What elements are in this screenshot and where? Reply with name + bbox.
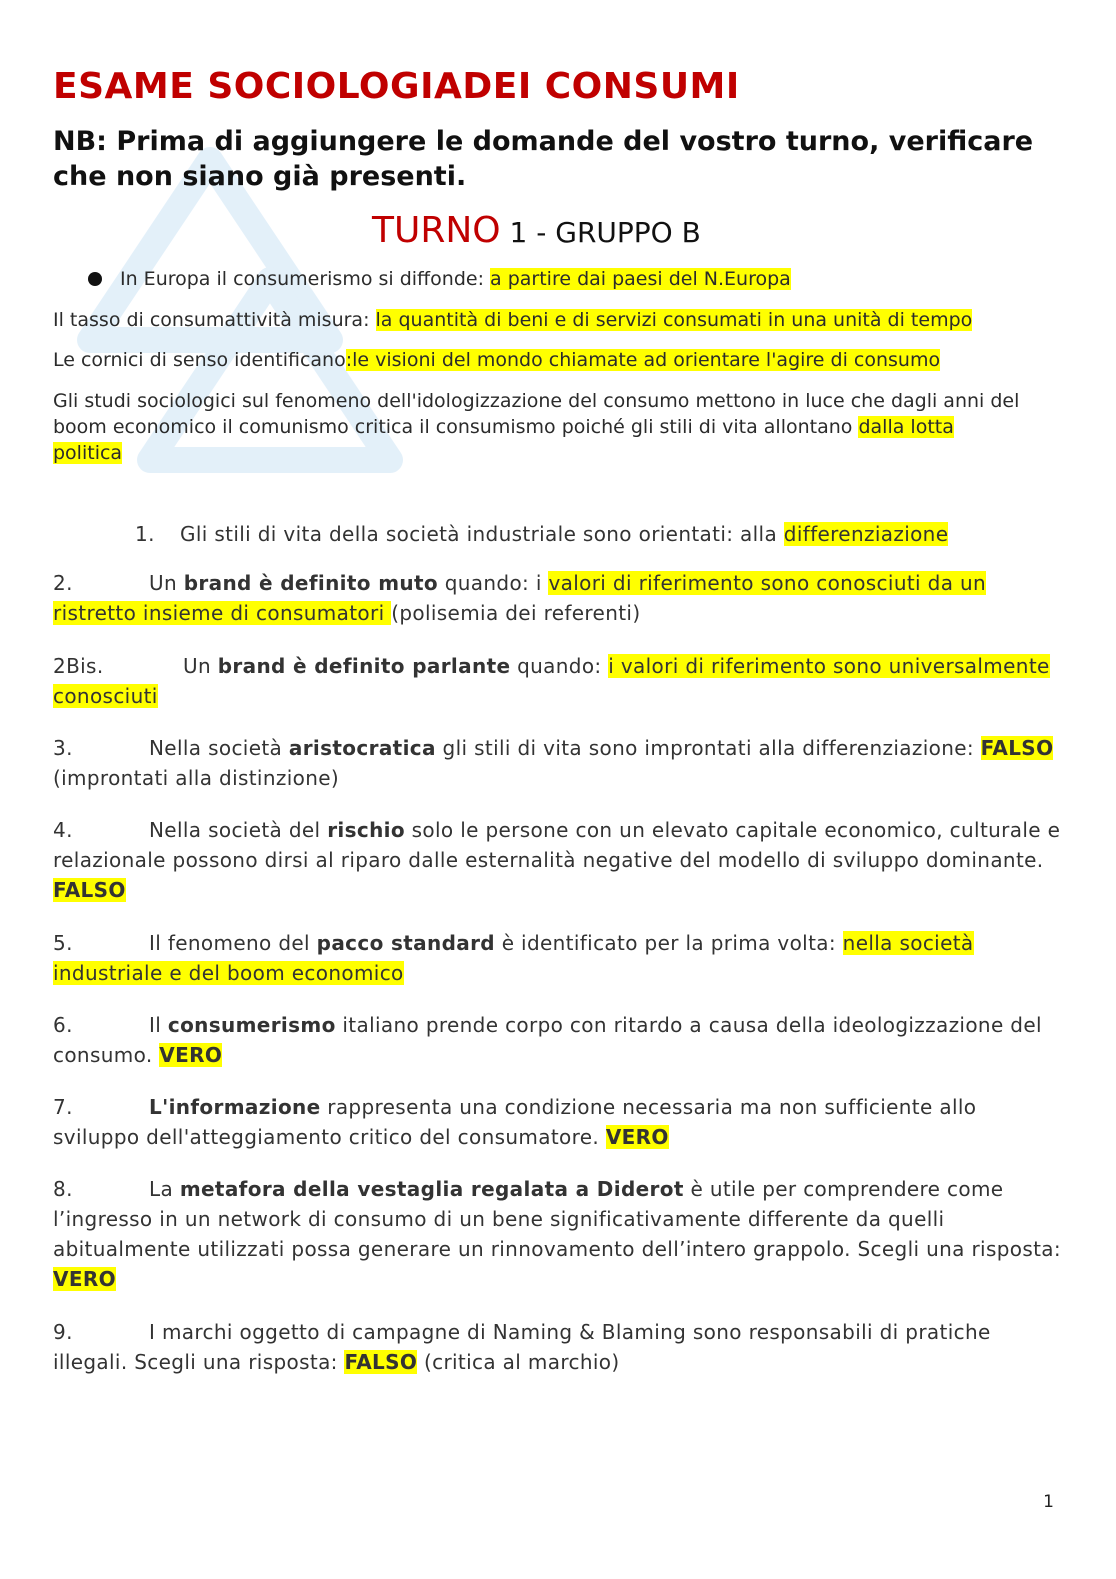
question-text: gli stili di vita sono improntati alla differenziazione: <box>435 736 981 760</box>
question-keyword: metafora della vestaglia regalata a Diderot <box>179 1177 684 1201</box>
question-item <box>53 1092 1063 1152</box>
question-text: è identificato per la prima volta: <box>494 931 843 955</box>
question-keyword: pacco standard <box>316 931 495 955</box>
intro-question: In Europa il consumerismo si diffonde: <box>120 268 491 290</box>
question-text: quando: <box>510 654 609 678</box>
question-note: (improntati alla distinzione) <box>53 766 340 790</box>
question-answer: valori di riferimento sono conosciuti da un ristretto insieme di consumatori <box>53 571 987 625</box>
question-item <box>53 1010 1063 1070</box>
question-answer: differenziazione <box>783 522 949 546</box>
turno-group: 1 - GRUPPO B <box>500 216 701 249</box>
question-text: italiano prende corpo con ritardo a causa della ideologizzazione del consumo. <box>53 1013 1042 1067</box>
intro-bullet-item <box>88 266 791 292</box>
question-keyword: rischio <box>327 818 405 842</box>
intro-item <box>53 307 972 333</box>
question-answer: FALSO <box>53 878 126 902</box>
question-text: La <box>149 1177 180 1201</box>
question-text: Nella società del <box>149 818 328 842</box>
question-number: 2. <box>53 571 73 595</box>
question-text: solo le persone con un elevato capitale economico, culturale e relazionale possono dirsi al riparo dalle esternalità negative del modello di sviluppo dominante. <box>53 818 1061 872</box>
question-answer: FALSO <box>980 736 1054 760</box>
question-number: 1. <box>135 522 155 546</box>
question-number: 6. <box>53 1013 73 1037</box>
intro-item <box>53 388 1023 466</box>
question-answer: FALSO <box>344 1350 418 1374</box>
question-keyword: brand è definito parlante <box>217 654 511 678</box>
question-keyword: L'informazione <box>149 1095 321 1119</box>
question-answer: VERO <box>53 1267 116 1291</box>
question-text: I marchi oggetto di campagne di Naming & Blaming sono responsabili di pratiche illegali. Scegli una risposta: <box>53 1320 991 1374</box>
question-number: 4. <box>53 818 73 842</box>
question-item <box>53 928 1063 988</box>
bullet-icon <box>88 272 102 286</box>
intro-answer: la quantità di beni e di servizi consumati in una unità di tempo <box>375 309 973 331</box>
turno-word: TURNO <box>372 210 501 251</box>
question-number: 9. <box>53 1320 73 1344</box>
question-number: 7. <box>53 1095 73 1119</box>
question-keyword: aristocratica <box>288 736 436 760</box>
question-text: Un <box>183 654 218 678</box>
question-text: quando: i <box>437 571 549 595</box>
question-note: (polisemia dei referenti) <box>391 601 641 625</box>
question-keyword: brand è definito muto <box>183 571 438 595</box>
question-answer: nella società industriale e del boom economico <box>53 931 974 985</box>
intro-question: Le cornici di senso identificano <box>53 349 346 371</box>
question-item <box>53 651 1063 711</box>
watermark-logo-icon <box>30 40 450 560</box>
nb-note: NB: Prima di aggiungere le domande del vostro turno, verificare che non siano già presenti. <box>53 126 1034 192</box>
section-heading <box>372 210 701 251</box>
intro-answer: :le visioni del mondo chiamate ad orientare l'agire di consumo <box>345 349 941 371</box>
intro-answer: dalla lotta politica <box>53 416 954 464</box>
question-number: 8. <box>53 1177 73 1201</box>
question-item <box>53 733 1063 793</box>
question-answer: VERO <box>605 1125 669 1149</box>
question-note: (critica al marchio) <box>417 1350 620 1374</box>
question-item <box>53 1317 1063 1377</box>
question-item <box>135 519 1065 549</box>
question-item <box>53 568 1063 628</box>
intro-question: Gli studi sociologici sul fenomeno dell'idologizzazione del consumo mettono in luce che dagli anni del boom economico il comunismo critica il consumismo poiché gli stili di vita allontano <box>53 390 1020 438</box>
intro-item <box>53 347 940 373</box>
question-number: 2Bis. <box>53 654 104 678</box>
intro-question: Il tasso di consumattività misura: <box>53 309 376 331</box>
question-text: Gli stili di vita della società industriale sono orientati: alla <box>180 522 784 546</box>
question-answer: i valori di riferimento sono universalmente conosciuti <box>53 654 1050 708</box>
question-number: 5. <box>53 931 73 955</box>
question-number: 3. <box>53 736 73 760</box>
page-number: 1 <box>1043 1492 1054 1512</box>
question-text: rappresenta una condizione necessaria ma non sufficiente allo sviluppo dell'atteggiamento critico del consumatore. <box>53 1095 977 1149</box>
question-item <box>53 815 1063 905</box>
question-text: Un <box>149 571 184 595</box>
question-answer: VERO <box>159 1043 223 1067</box>
question-text: Il fenomeno del <box>149 931 317 955</box>
question-text: Il <box>149 1013 168 1037</box>
document-title: ESAME SOCIOLOGIADEI CONSUMI <box>53 66 740 107</box>
question-item <box>53 1174 1063 1294</box>
intro-answer: a partire dai paesi del N.Europa <box>490 268 791 290</box>
question-keyword: consumerismo <box>167 1013 336 1037</box>
question-text: è utile per comprendere come l’ingresso in un network di consumo di un bene significativamente differente da quelli abitualmente utilizzati possa generare un rinnovamento dell’intero grappolo. Scegli una risposta: <box>53 1177 1062 1261</box>
question-text: Nella società <box>149 736 289 760</box>
